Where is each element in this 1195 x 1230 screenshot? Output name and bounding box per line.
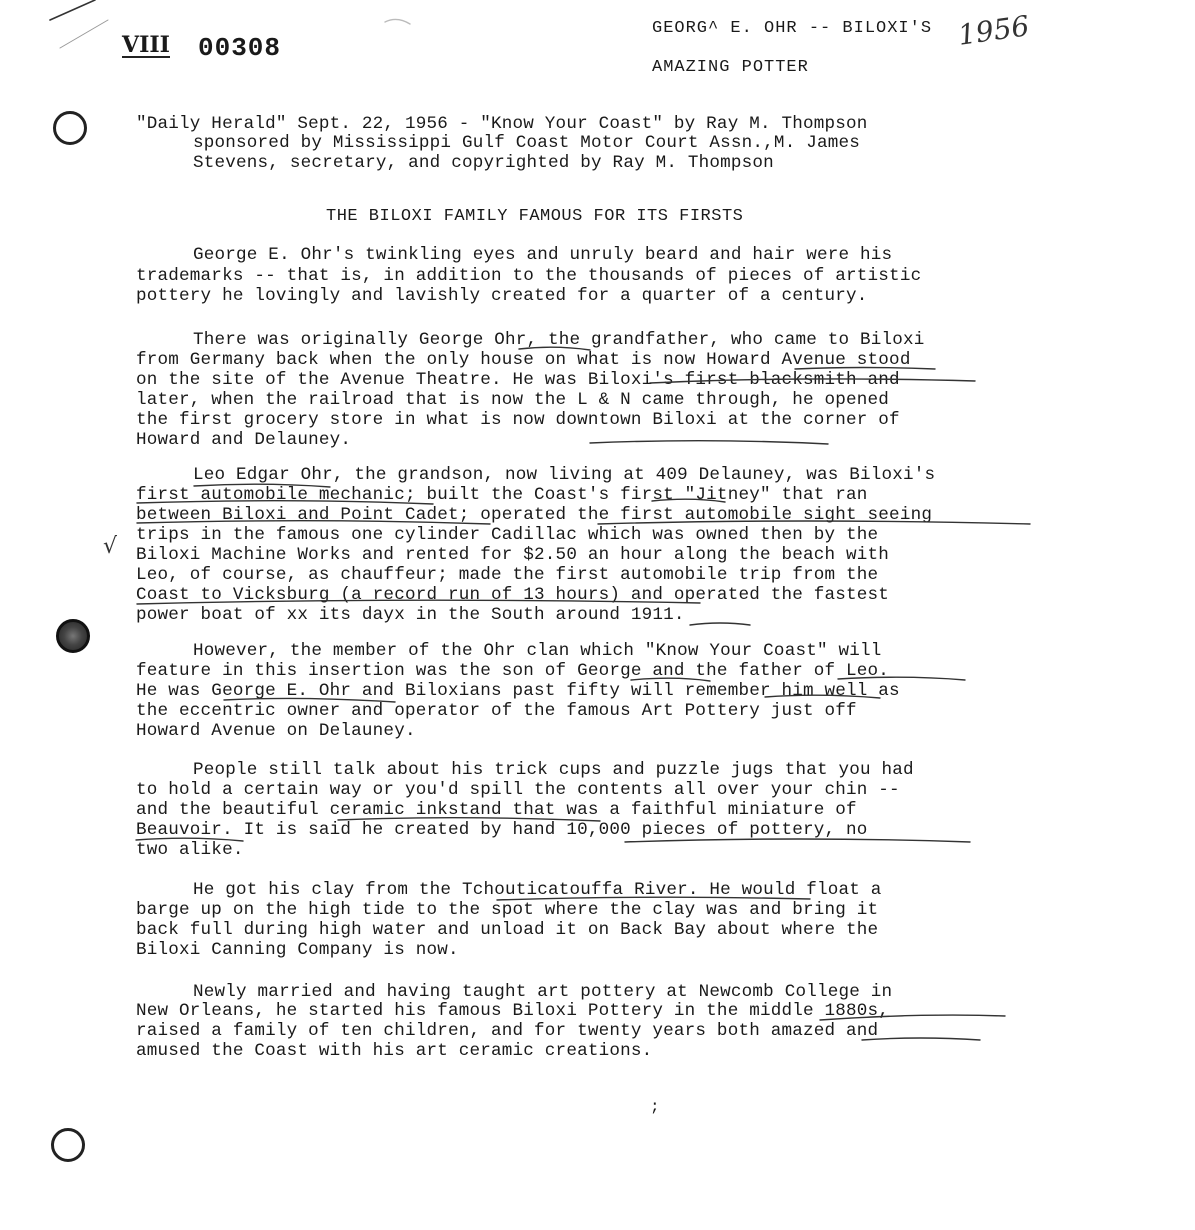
paragraph-1-line-3: pottery he lovingly and lavishly created for a quarter of a century. xyxy=(136,286,868,306)
paragraph-3-line-8: power boat of xx its dayx in the South around 1911. xyxy=(136,605,685,625)
document-number: 00308 xyxy=(198,33,282,63)
paragraph-3-line-3: between Biloxi and Point Cadet; operated the first automobile sight seeing xyxy=(136,505,933,525)
header-smudge xyxy=(385,19,410,24)
paragraph-3-line-5: Biloxi Machine Works and rented for $2.50 an hour along the beach with xyxy=(136,545,890,565)
citation-line-2: sponsored by Mississippi Gulf Coast Motor Court Assn.,M. James xyxy=(193,133,860,153)
paragraph-1-line-2: trademarks -- that is, in addition to the thousands of pieces of artistic xyxy=(136,266,922,286)
paragraph-3-line-4: trips in the famous one cylinder Cadillac which was owned then by the xyxy=(136,525,879,545)
corner-pen-stroke-1 xyxy=(50,0,95,20)
binder-hole-top xyxy=(53,111,87,145)
paragraph-6-line-4: Biloxi Canning Company is now. xyxy=(136,940,459,960)
margin-check-mark: √ xyxy=(103,534,118,559)
paragraph-2-line-2: from Germany back when the only house on what is now Howard Avenue stood xyxy=(136,350,911,370)
paragraph-3-line-2: first automobile mechanic; built the Coast's first "Jitney" that ran xyxy=(136,485,868,505)
paragraph-4-line-4: the eccentric owner and operator of the famous Art Pottery just off xyxy=(136,701,857,721)
paragraph-6-line-2: barge up on the high tide to the spot where the clay was and bring it xyxy=(136,900,879,920)
paragraph-4-line-5: Howard Avenue on Delauney. xyxy=(136,721,416,741)
binder-hole-bottom xyxy=(51,1128,85,1162)
paragraph-3-line-6: Leo, of course, as chauffeur; made the first automobile trip from the xyxy=(136,565,879,585)
binder-hole-middle xyxy=(56,619,90,653)
paragraph-3-line-7: Coast to Vicksburg (a record run of 13 hours) and operated the fastest xyxy=(136,585,890,605)
paragraph-2-line-3: on the site of the Avenue Theatre. He was Biloxi's first blacksmith and xyxy=(136,370,900,390)
stray-mark: ; xyxy=(650,1098,660,1116)
paragraph-4-line-3: He was George E. Ohr and Biloxians past fifty will remember him well as xyxy=(136,681,900,701)
header-title-line2: AMAZING POTTER xyxy=(652,58,809,77)
paragraph-5-line-2: to hold a certain way or you'd spill the contents all over your chin -- xyxy=(136,780,900,800)
underline-grocery xyxy=(590,441,828,444)
paragraph-6-line-3: back full during high water and unload it on Back Bay about where the xyxy=(136,920,879,940)
paragraph-4-line-2: feature in this insertion was the son of George and the father of Leo. xyxy=(136,661,890,681)
paragraph-6-line-1: He got his clay from the Tchouticatouffa River. He would float a xyxy=(193,880,882,900)
paragraph-2-line-6: Howard and Delauney. xyxy=(136,430,352,450)
paragraph-5-line-3: and the beautiful ceramic inkstand that was a faithful miniature of xyxy=(136,800,857,820)
paragraph-3-line-1: Leo Edgar Ohr, the grandson, now living at 409 Delauney, was Biloxi's xyxy=(193,465,936,485)
paragraph-2-line-5: the first grocery store in what is now downtown Biloxi at the corner of xyxy=(136,410,900,430)
underline-amazed-and xyxy=(862,1038,980,1040)
paragraph-2-line-4: later, when the railroad that is now the L & N came through, he opened xyxy=(136,390,890,410)
paragraph-5-line-1: People still talk about his trick cups and puzzle jugs that you had xyxy=(193,760,914,780)
handwritten-year: 1956 xyxy=(956,9,1032,52)
paragraph-7-line-1: Newly married and having taught art pottery at Newcomb College in xyxy=(193,982,893,1002)
paragraph-5-line-5: two alike. xyxy=(136,840,244,860)
underline-1911 xyxy=(690,623,750,625)
article-title: THE BILOXI FAMILY FAMOUS FOR ITS FIRSTS xyxy=(326,207,744,226)
paragraph-5-line-4: Beauvoir. It is said he created by hand 10,000 pieces of pottery, no xyxy=(136,820,868,840)
paragraph-2-line-1: There was originally George Ohr, the grandfather, who came to Biloxi xyxy=(193,330,925,350)
roman-numeral-label: VIII xyxy=(122,32,170,58)
citation-line-3: Stevens, secretary, and copyrighted by Ray M. Thompson xyxy=(193,153,774,173)
header-title-line1: GEORG^ E. OHR -- BILOXI'S xyxy=(652,19,933,38)
paragraph-7-line-2: New Orleans, he started his famous Biloxi Pottery in the middle 1880s, xyxy=(136,1001,890,1021)
paragraph-4-line-1: However, the member of the Ohr clan which "Know Your Coast" will xyxy=(193,641,882,661)
citation-line-1: "Daily Herald" Sept. 22, 1956 - "Know Your Coast" by Ray M. Thompson xyxy=(136,114,868,134)
paragraph-7-line-4: amused the Coast with his art ceramic creations. xyxy=(136,1041,653,1061)
paragraph-7-line-3: raised a family of ten children, and for twenty years both amazed and xyxy=(136,1021,879,1041)
paragraph-1-line-1: George E. Ohr's twinkling eyes and unruly beard and hair were his xyxy=(193,245,893,265)
corner-pen-stroke-2 xyxy=(60,20,108,48)
